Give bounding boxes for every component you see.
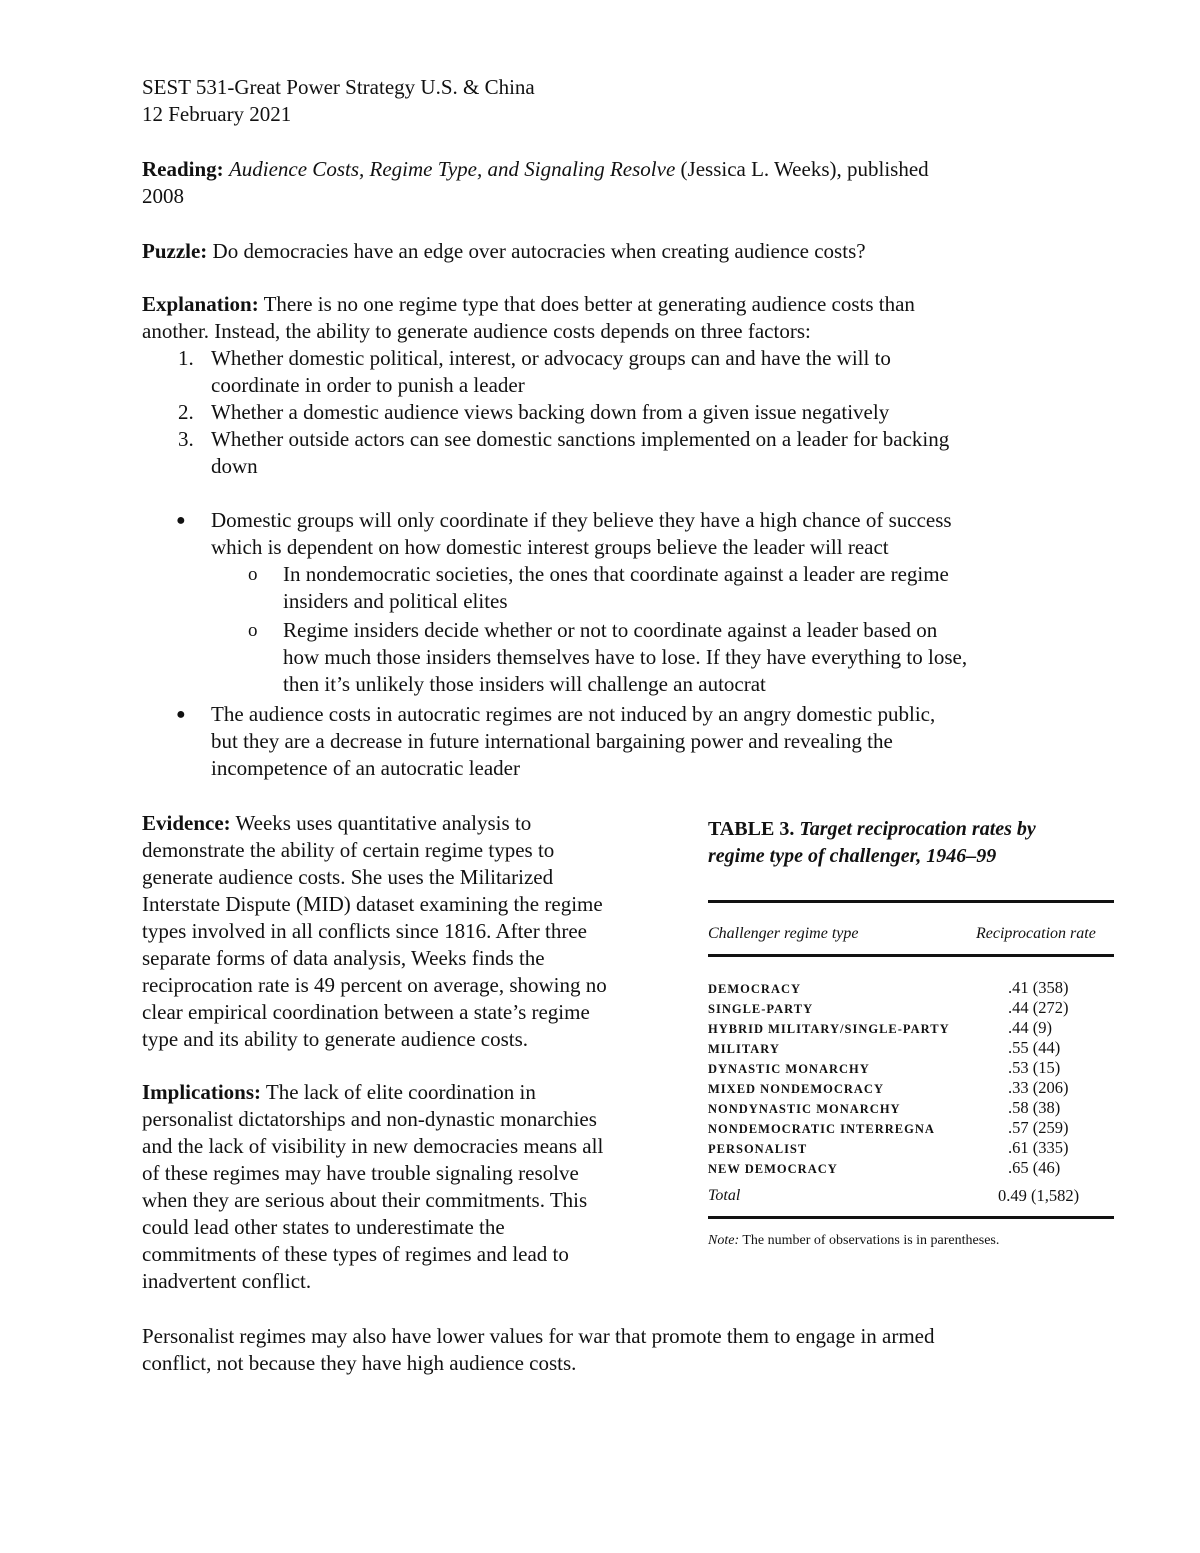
hollow-circle-icon: o <box>248 564 258 585</box>
reading-label: Reading: <box>142 157 224 181</box>
implications-text: commitments of these types of regimes and lead to <box>142 1242 569 1266</box>
table-cell-rate: .41 (358) <box>1008 978 1069 997</box>
evidence-text: clear empirical coordination between a state’s regime <box>142 1000 590 1024</box>
table-cell-rate: .55 (44) <box>1008 1038 1061 1057</box>
explanation-label: Explanation: <box>142 292 259 316</box>
factor-number: 1. <box>178 346 194 370</box>
implications-text: when they are serious about their commitments. This <box>142 1188 588 1212</box>
table-cell-rate: .53 (15) <box>1008 1058 1061 1077</box>
bullet-icon: ● <box>176 706 186 723</box>
course-title: SEST 531-Great Power Strategy U.S. & China <box>142 75 535 99</box>
subbullet-text: how much those insiders themselves have to lose. If they have everything to lose, <box>283 645 968 669</box>
bullet-text: which is dependent on how domestic interest groups believe the leader will react <box>211 535 889 559</box>
implications-text: personalist dictatorships and non-dynastic monarchies <box>142 1107 597 1131</box>
table-cell-regime: DYNASTIC MONARCHY <box>708 1062 870 1076</box>
table-cell-regime: NEW DEMOCRACY <box>708 1162 838 1176</box>
table-row <box>708 1156 1114 1176</box>
factor-number: 3. <box>178 427 194 451</box>
table-row <box>708 1116 1114 1136</box>
implications-text: inadvertent conflict. <box>142 1269 312 1293</box>
table-total-label: Total <box>708 1187 741 1204</box>
table-caption-text: Target reciprocation rates by <box>799 818 1036 840</box>
evidence-text: types involved in all conflicts since 1816. After three <box>142 919 587 943</box>
evidence-section <box>142 810 682 1053</box>
table-row <box>708 1096 1114 1116</box>
table-cell-rate: .44 (9) <box>1008 1018 1052 1037</box>
puzzle-text: Do democracies have an edge over autocracies when creating audience costs? <box>212 239 866 263</box>
evidence-text: separate forms of data analysis, Weeks finds the <box>142 946 545 970</box>
table-note <box>708 1227 999 1254</box>
evidence-text: generate audience costs. She uses the Militarized <box>142 865 554 889</box>
table-bottom-rule <box>708 1216 1114 1219</box>
table-header-regime: Challenger regime type <box>708 925 859 942</box>
table-cell-regime: DEMOCRACY <box>708 982 802 996</box>
table-note-text: The number of observations is in parentheses. <box>742 1233 1000 1248</box>
factor-text: Whether outside actors can see domestic sanctions implemented on a leader for backing <box>211 427 950 451</box>
implications-line <box>142 1079 682 1106</box>
explanation-text-2: another. Instead, the ability to generate audience costs depends on three factors: <box>142 319 811 343</box>
implications-text: of these regimes may have trouble signaling resolve <box>142 1161 579 1185</box>
bullet-text: Domestic groups will only coordinate if they believe they have a high chance of success <box>211 508 952 532</box>
table-cell-regime: HYBRID MILITARY/SINGLE-PARTY <box>708 1022 950 1036</box>
table-cell-regime: PERSONALIST <box>708 1142 808 1156</box>
table-row <box>708 1136 1114 1156</box>
closing-text: Personalist regimes may also have lower values for war that promote them to engage in armed <box>142 1324 935 1348</box>
table-top-rule <box>708 900 1114 903</box>
reading-title: Audience Costs, Regime Type, and Signaling Resolve <box>228 157 676 181</box>
implications-text: could lead other states to underestimate the <box>142 1215 505 1239</box>
factor-number: 2. <box>178 400 194 424</box>
subbullet-text: insiders and political elites <box>283 589 508 613</box>
table-caption-lead: TABLE 3. <box>708 818 795 840</box>
table-note-label: Note: <box>708 1233 740 1248</box>
table-cell-regime: NONDEMOCRATIC INTERREGNA <box>708 1122 935 1136</box>
evidence-label: Evidence: <box>142 811 231 835</box>
subbullet-text: In nondemocratic societies, the ones that coordinate against a leader are regime <box>283 562 949 586</box>
table-row <box>708 996 1114 1016</box>
table-row <box>708 976 1114 996</box>
table-cell-regime: NONDYNASTIC MONARCHY <box>708 1102 901 1116</box>
table-cell-regime: MIXED NONDEMOCRACY <box>708 1082 884 1096</box>
table-cell-rate: .33 (206) <box>1008 1078 1069 1097</box>
reading-author: (Jessica L. Weeks), published <box>680 157 929 181</box>
table-header-rate: Reciprocation rate <box>976 925 1096 942</box>
implications-section <box>142 1079 682 1295</box>
factor-text: Whether domestic political, interest, or advocacy groups can and have the will to <box>211 346 891 370</box>
factor-text: down <box>211 454 258 478</box>
table-caption-line-2: regime type of challenger, 1946–99 <box>708 845 997 867</box>
table-cell-rate: .61 (335) <box>1008 1138 1069 1157</box>
reading-year: 2008 <box>142 184 184 208</box>
table-cell-regime: SINGLE-PARTY <box>708 1002 814 1016</box>
table-total-row <box>708 1182 1114 1206</box>
evidence-text: Weeks uses quantitative analysis to <box>235 811 532 835</box>
factor-text: Whether a domestic audience views backing down from a given issue negatively <box>211 400 890 424</box>
table-cell-rate: .65 (46) <box>1008 1158 1061 1177</box>
table-row <box>708 1036 1114 1056</box>
table-total-value: 0.49 (1,582) <box>998 1186 1080 1205</box>
table-cell-rate: .58 (38) <box>1008 1098 1061 1117</box>
explanation-line-1 <box>142 291 915 318</box>
evidence-text: Interstate Dispute (MID) dataset examining the regime <box>142 892 603 916</box>
hollow-circle-icon: o <box>248 620 258 641</box>
bullet-text: The audience costs in autocratic regimes are not induced by an angry domestic public, <box>211 702 936 726</box>
evidence-text: reciprocation rate is 49 percent on average, showing no <box>142 973 607 997</box>
table-cell-rate: .44 (272) <box>1008 998 1069 1017</box>
evidence-text: type and its ability to generate audience costs. <box>142 1027 529 1051</box>
bullet-text: but they are a decrease in future international bargaining power and revealing the <box>211 729 893 753</box>
table-caption <box>708 816 1036 842</box>
puzzle-line <box>142 238 866 265</box>
bullet-text: incompetence of an autocratic leader <box>211 756 520 780</box>
table-row <box>708 1016 1114 1036</box>
subbullet-text: Regime insiders decide whether or not to coordinate against a leader based on <box>283 618 938 642</box>
table-row <box>708 1076 1114 1096</box>
evidence-line <box>142 810 682 837</box>
closing-text: conflict, not because they have high audience costs. <box>142 1351 577 1375</box>
implications-text: and the lack of visibility in new democracies means all <box>142 1134 604 1158</box>
subbullet-text: then it’s unlikely those insiders will challenge an autocrat <box>283 672 766 696</box>
explanation-text-1: There is no one regime type that does better at generating audience costs than <box>263 292 915 316</box>
evidence-text: demonstrate the ability of certain regime types to <box>142 838 555 862</box>
reading-line <box>142 156 929 183</box>
bullet-icon: ● <box>176 512 186 529</box>
table-row <box>708 1056 1114 1076</box>
implications-text: The lack of elite coordination in <box>265 1080 536 1104</box>
table-cell-rate: .57 (259) <box>1008 1118 1069 1137</box>
document-date: 12 February 2021 <box>142 102 292 126</box>
implications-label: Implications: <box>142 1080 262 1104</box>
factor-text: coordinate in order to punish a leader <box>211 373 525 397</box>
puzzle-label: Puzzle: <box>142 239 208 263</box>
table-cell-regime: MILITARY <box>708 1042 780 1056</box>
table-header-rule <box>708 954 1114 957</box>
